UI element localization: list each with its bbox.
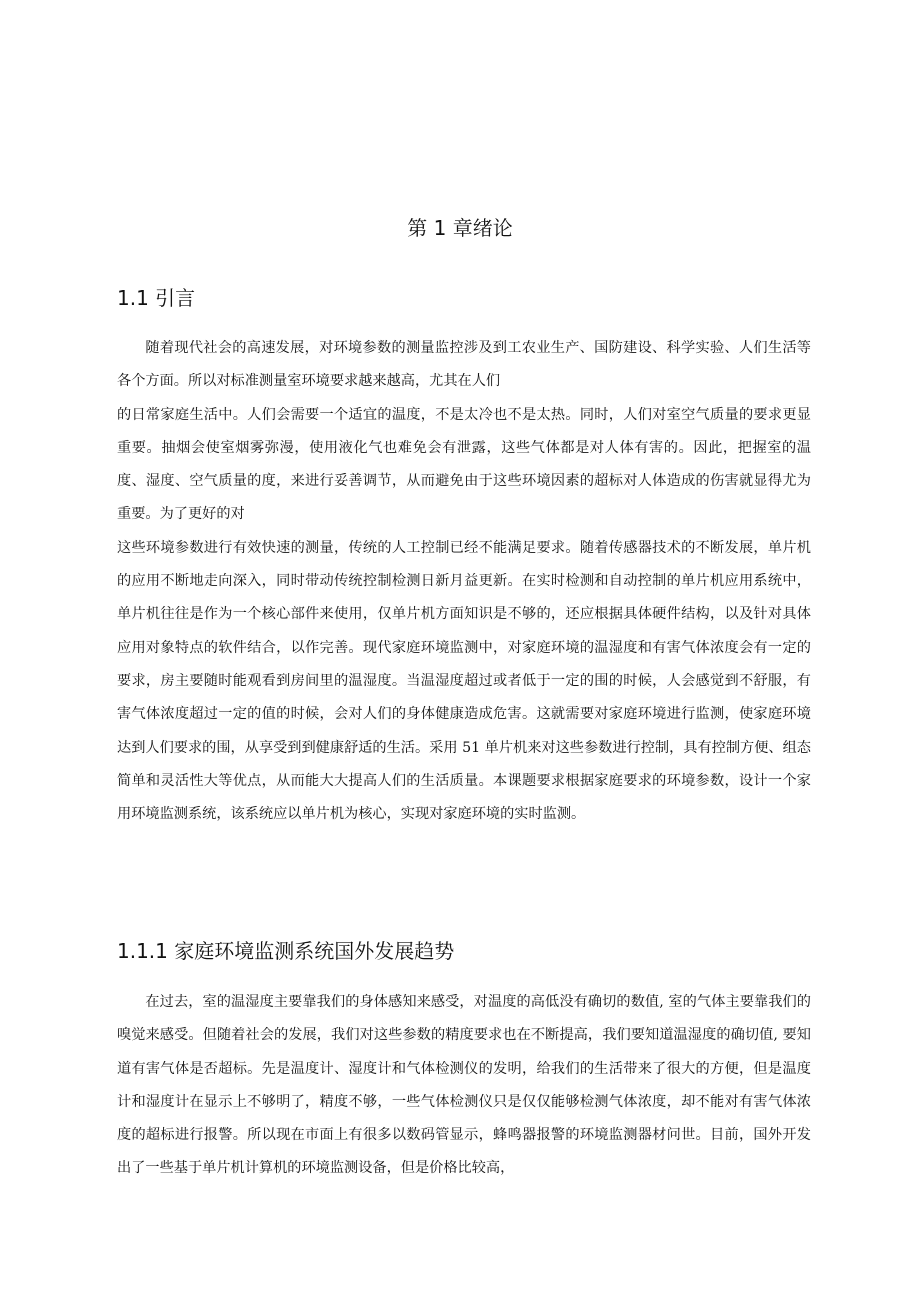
trend-paragraph-1: 在过去，室的温湿度主要靠我们的身体感知来感受，对温度的高低没有确切的数值, 室的气体主要靠我们的嗅觉来感受。但随着社会的发展，我们对这些参数的精度要求也在不断提高，我们要知道温湿度的确切值, 要知道有害气体是否超标。先是温度计、湿度计和气体检测仪的发明，给我们的生活带来了很大的方便，但是温度计和湿度计在显示上不够明了，精度不够，一些气体检测仪只是仅仅能够检测气体浓度，却不能对有害气体浓度的超标进行报警。所以现在市面上有很多以数码管显示，蜂鸣器报警的环境监测器材问世。目前，国外开发出了一些基于单片机计算机的环境监测设备，但是价格比较高，: [117, 994, 811, 1177]
section-title: 1.1 引言: [117, 286, 196, 310]
intro-paragraph-3: 这些环境参数进行有效快速的测量，传统的人工控制已经不能满足要求。随着传感器技术的不断发展，单片机的应用不断地走向深入，同时带动传统控制检测日新月益更新。在实时检测和自动控制的单片机应用系统中，单片机往往是作为一个核心部件来使用，仅单片机方面知识是不够的，还应根据具体硬件结构，以及针对具体应用对象特点的软件结合，以作完善。现代家庭环境监测中，对家庭环境的温湿度和有害气体浓度会有一定的要求，房主要随时能观看到房间里的温湿度。当温湿度超过或者低于一定的围的时候，人会感觉到不舒服，有害气体浓度超过一定的值的时候，会对人们的身体健康造成危害。这就需要对家庭环境进行监测，使家庭环境达到人们要求的围，从享受到到健康舒适的生活。采用 51 单片机来对这些参数进行控制，具有控制方便、组态简单和灵活性大等优点，从而能大大提高人们的生活质量。本课题要求根据家庭要求的环境参数，设计一个家用环境监测系统，该系统应以单片机为核心，实现对家庭环境的实时监测。: [117, 539, 811, 823]
intro-paragraph-2: 的日常家庭生活中。人们会需要一个适宜的温度，不是太冷也不是太热。同时，人们对室空气质量的要求更显重要。抽烟会使室烟雾弥漫，使用液化气也难免会有泄露，这些气体都是对人体有害的。因此，把握室的温度、湿度、空气质量的度，来进行妥善调节，从而避免由于这些环境因素的超标对人体造成的伤害就显得尤为重要。为了更好的对: [117, 406, 811, 523]
intro-paragraph-1: 随着现代社会的高速发展，对环境参数的测量监控涉及到工农业生产、国防建设、科学实验、人们生活等各个方面。所以对标准测量室环境要求越来越高，尤其在人们: [117, 340, 811, 390]
intro-text-block: [117, 332, 811, 831]
subsection-title: 1.1.1 家庭环境监测系统国外发展趋势: [117, 939, 455, 963]
trend-text-block: [117, 986, 811, 1186]
chapter-title: 第 1 章绪论: [407, 216, 513, 240]
